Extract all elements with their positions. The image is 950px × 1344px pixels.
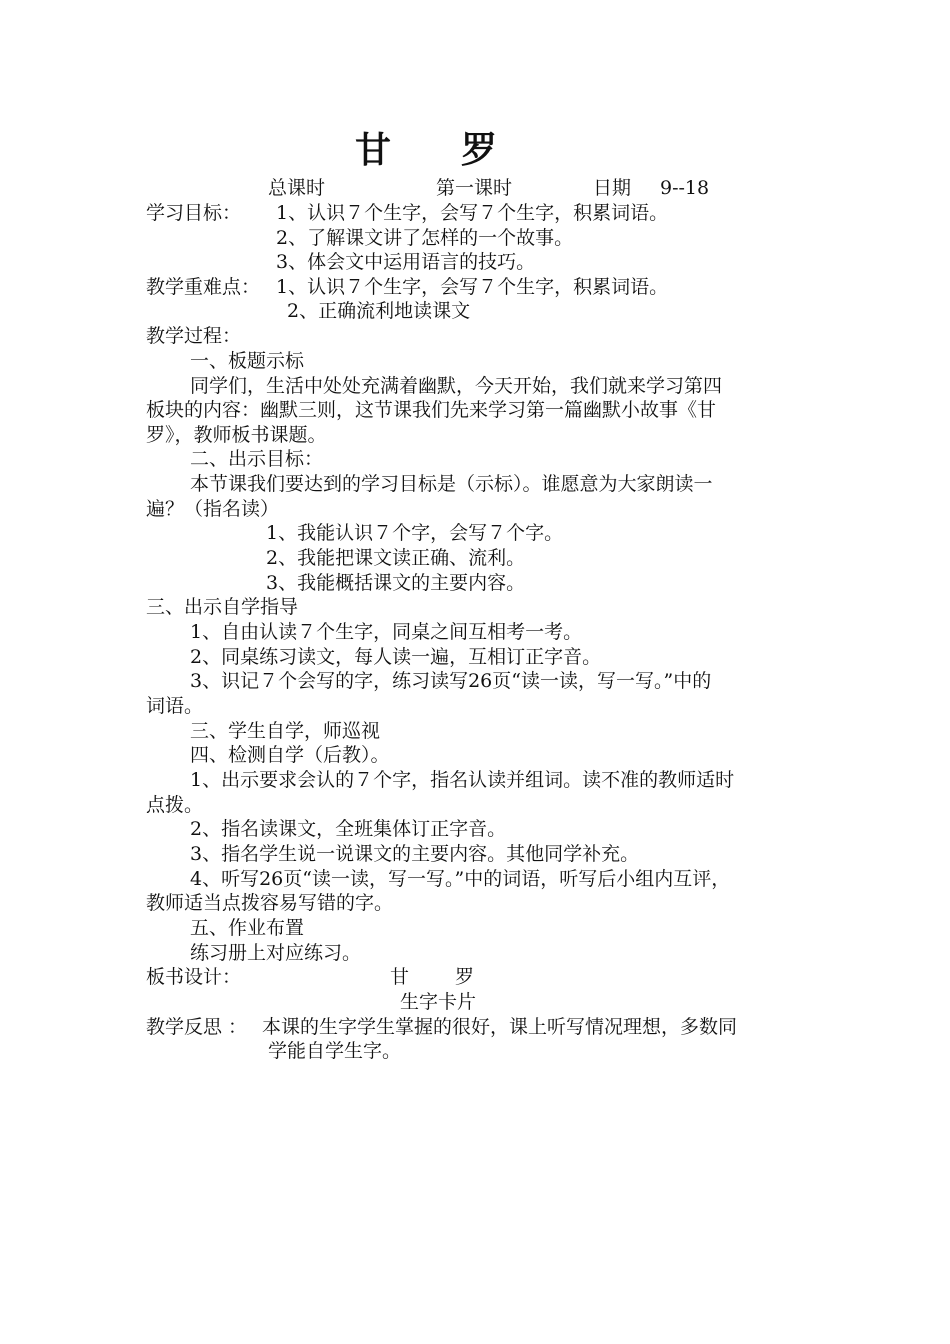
process-line: 遍？（指名读） bbox=[146, 498, 280, 520]
key-points-label: 教学重难点： bbox=[146, 276, 261, 298]
process-line: 点拨。 bbox=[146, 794, 204, 816]
lesson-label: 第一课时 bbox=[436, 177, 513, 199]
date-value: 9--18 bbox=[660, 177, 710, 199]
process-line: 1、自由认读７个生字，同桌之间互相考一考。 bbox=[190, 621, 583, 643]
board-char-1: 甘 bbox=[390, 966, 410, 988]
process-line: 3、我能概括课文的主要内容。 bbox=[266, 572, 526, 594]
process-line: 四、检测自学（后教）。 bbox=[190, 744, 390, 766]
process-line: 2、我能把课文读正确、流利。 bbox=[266, 547, 526, 569]
objective-item: 1、认识７个生字，会写７个生字，积累词语。 bbox=[276, 202, 669, 224]
process-line: 词语。 bbox=[146, 695, 204, 717]
key-point-item: 1、认识７个生字，会写７个生字，积累词语。 bbox=[276, 276, 669, 298]
objective-item: 3、体会文中运用语言的技巧。 bbox=[276, 251, 536, 273]
process-line: 3、识记７个会写的字，练习读写26页“读一读，写一写。”中的 bbox=[190, 670, 712, 692]
board-char-2: 罗 bbox=[455, 966, 475, 988]
process-line: 1、出示要求会认的７个字，指名认读并组词。读不准的教师适时 bbox=[190, 769, 735, 791]
process-line: 2、指名读课文，全班集体订正字音。 bbox=[190, 818, 507, 840]
reflection-line: 学能自学生字。 bbox=[268, 1040, 402, 1062]
board-design-label: 板书设计： bbox=[146, 966, 242, 988]
title-char-1: 甘 bbox=[355, 129, 392, 171]
process-line: 练习册上对应练习。 bbox=[190, 942, 362, 964]
process-line: 3、指名学生说一说课文的主要内容。其他同学补充。 bbox=[190, 843, 640, 865]
process-line: 五、作业布置 bbox=[190, 917, 305, 939]
process-line: 罗》，教师板书课题。 bbox=[146, 424, 327, 446]
board-cards: 生字卡片 bbox=[400, 991, 477, 1013]
page-title bbox=[355, 128, 497, 172]
process-line: 板块的内容：幽默三则，这节课我们先来学习第一篇幽默小故事《甘 bbox=[146, 399, 717, 421]
process-line: 教师适当点拨容易写错的字。 bbox=[146, 892, 394, 914]
process-line: 同学们，生活中处处充满着幽默，今天开始，我们就来学习第四 bbox=[190, 375, 723, 397]
process-line: 一、板题示标 bbox=[190, 350, 305, 372]
total-lessons-label: 总课时 bbox=[268, 177, 326, 199]
title-char-2: 罗 bbox=[461, 129, 498, 171]
reflection-label: 教学反思 ： bbox=[146, 1016, 248, 1038]
process-line: 三、出示自学指导 bbox=[146, 596, 299, 618]
process-line: 本节课我们要达到的学习目标是（示标）。谁愿意为大家朗读一 bbox=[190, 473, 713, 495]
process-line: 2、同桌练习读文，每人读一遍，互相订正字音。 bbox=[190, 646, 602, 668]
date-label: 日期 bbox=[593, 177, 632, 199]
process-line: 三、学生自学，师巡视 bbox=[190, 720, 381, 742]
key-point-item: 2、正确流利地读课文 bbox=[287, 300, 471, 322]
process-label: 教学过程： bbox=[146, 325, 242, 347]
objective-item: 2、了解课文讲了怎样的一个故事。 bbox=[276, 227, 574, 249]
process-line: 1、我能认识７个字，会写７个字。 bbox=[266, 522, 564, 544]
process-line: 4、听写26页“读一读，写一写。”中的词语，听写后小组内互评， bbox=[190, 868, 731, 890]
objectives-label: 学习目标： bbox=[146, 202, 242, 224]
process-line: 二、出示目标： bbox=[190, 448, 324, 470]
reflection-line: 本课的生字学生掌握的很好，课上听写情况理想，多数同 bbox=[262, 1016, 738, 1038]
